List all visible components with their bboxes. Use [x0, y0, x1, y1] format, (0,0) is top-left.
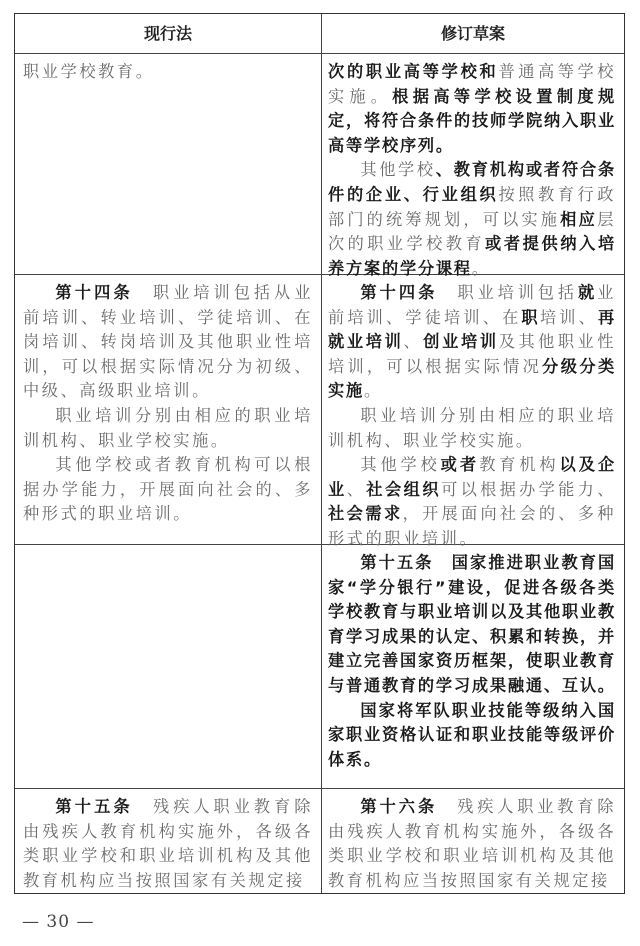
header-divider	[15, 53, 624, 54]
unchanged-text: 业前培训、学徒培训、在	[328, 283, 617, 327]
comparison-table	[14, 13, 625, 894]
amended-text: 或者	[440, 455, 480, 475]
unchanged-text: 普通高等学校实施。	[328, 62, 617, 106]
row-3-draft-amendment	[328, 795, 616, 893]
unchanged-text: 。	[363, 381, 383, 401]
amended-text: 相应	[560, 209, 598, 229]
amended-text: 就	[577, 283, 598, 302]
paragraph	[23, 281, 313, 404]
amended-text: 、教育机构或者符合条件的企业、行业组织	[328, 160, 616, 204]
unchanged-text: 。	[471, 258, 491, 278]
page-number: — 30 —	[22, 912, 95, 932]
amended-text: 第十四条	[55, 283, 133, 302]
amended-text: 社会需求	[328, 504, 403, 524]
amended-text: 以及企业	[328, 455, 616, 499]
amended-text: 第十六条	[360, 797, 438, 816]
amended-text: 分级分类实施	[328, 356, 616, 401]
unchanged-text: 层次的职业学校教育	[328, 209, 616, 254]
amended-text: 国家将军队职业技能等级纳入国家职业资格认证和职业技能等级评价体系。	[328, 700, 616, 769]
paragraph	[328, 158, 616, 281]
paragraph	[328, 404, 616, 453]
unchanged-text: ，开展面向社会的、多种形式的职业培训。	[328, 504, 616, 548]
unchanged-text: 可以根据办学能力、	[441, 479, 616, 499]
amended-text: 第十五条 国家推进职业教育国家“学分银行”建设，促进各级各类学校教育与职业培训以及其他职业教育学习成果的认定、积累和转换，并建立完善国家资历框架，使职业教育与普通教育的学习成果融通、互认。	[328, 553, 616, 695]
unchanged-text: 按照教育行政部门的统筹规划，可以实施	[328, 184, 617, 229]
unchanged-text: 职业培训包括从业前培训、转业培训、学徒培训、在岗培训、转岗培训及其他职业性培训，可以根据实际情况分为初级、中级、高级职业培训。	[23, 283, 314, 401]
unchanged-text: 培训、	[539, 307, 598, 327]
paragraph	[23, 795, 313, 893]
column-divider	[321, 14, 322, 893]
amended-text: 次的职业高等学校和	[328, 62, 499, 81]
amended-text: 或者提供纳入培养方案的学分课程	[328, 234, 616, 278]
unchanged-text: 职业培训分别由相应的职业培训机构、职业学校实施。	[328, 405, 616, 450]
row-divider	[15, 788, 624, 789]
amended-text: 再就业培训	[328, 307, 616, 352]
unchanged-text: 其他学校	[360, 455, 441, 475]
unchanged-text: 职业培训分别由相应的职业培训机构、职业学校实施。	[23, 405, 313, 450]
amended-text: 社会组织	[366, 479, 442, 499]
unchanged-text: 、	[403, 332, 424, 352]
paragraph	[328, 60, 616, 158]
header-draft-amendment: 修订草案	[440, 24, 505, 43]
unchanged-text: 职业学校教育。	[23, 62, 155, 81]
row-1-draft-amendment	[328, 281, 616, 552]
amended-text: 第十五条	[55, 797, 133, 816]
paragraph	[23, 404, 313, 453]
header-current-law: 现行法	[143, 24, 192, 43]
paragraph	[328, 795, 616, 893]
row-1-current-law	[23, 281, 313, 527]
row-3-current-law	[23, 795, 313, 893]
paragraph	[23, 453, 313, 527]
paragraph	[328, 699, 616, 773]
unchanged-text: 教育机构	[479, 455, 560, 475]
amended-text: 职	[521, 307, 540, 327]
unchanged-text: 、	[346, 479, 367, 499]
amended-text: 第十四条	[360, 283, 438, 302]
unchanged-text: 其他学校或者教育机构可以根据办学能力，开展面向社会的、多种形式的职业培训。	[23, 455, 313, 524]
unchanged-text: 残疾人职业教育除由残疾人教育机构实施外，各级各类职业学校和职业培训机构及其他教育机构应当按照国家有关规定接	[328, 797, 616, 890]
row-0-draft-amendment	[328, 60, 616, 281]
row-0-current-law	[23, 60, 313, 85]
amended-text: 根据高等学校设置制度规定，将符合条件的技师学院纳入职业高等学校序列。	[328, 86, 616, 155]
unchanged-text: 及其他职业性培训，可以根据实际情况	[328, 332, 616, 376]
paragraph	[328, 453, 616, 551]
unchanged-text: 职业培训包括	[437, 283, 578, 302]
paragraph	[328, 281, 616, 404]
unchanged-text: 其他学校	[360, 160, 436, 180]
unchanged-text: 残疾人职业教育除由残疾人教育机构实施外，各级各类职业学校和职业培训机构及其他教育机构应当按照国家有关规定接	[23, 797, 314, 890]
paragraph	[328, 551, 616, 699]
row-2-draft-amendment	[328, 551, 616, 772]
amended-text: 创业培训	[423, 332, 499, 352]
paragraph	[23, 60, 313, 85]
